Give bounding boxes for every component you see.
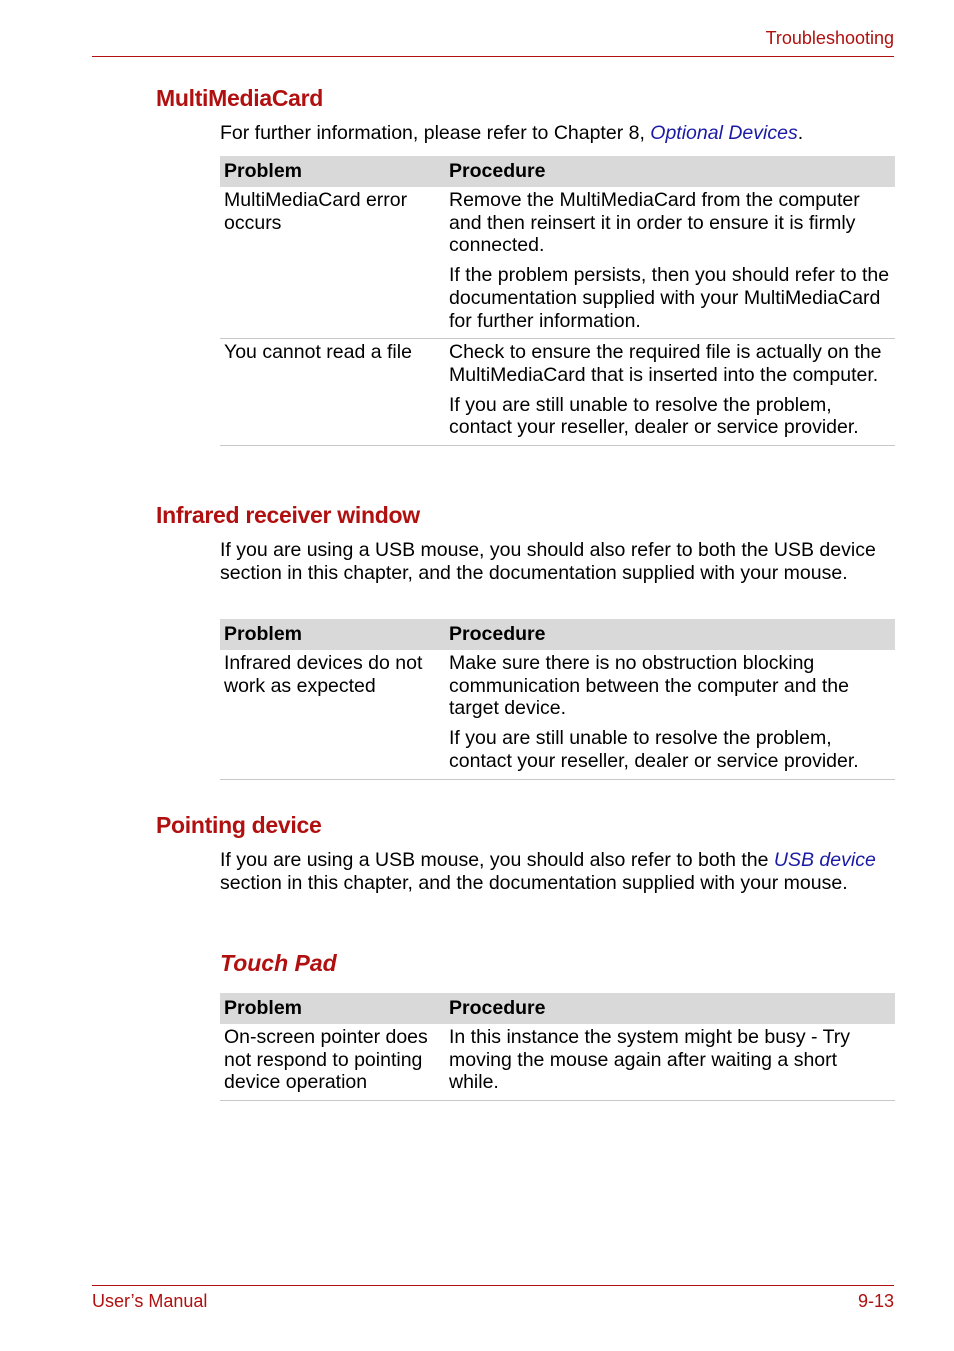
column-header-problem: Problem (220, 619, 445, 650)
procedure-cell (445, 187, 895, 339)
column-header-problem: Problem (220, 993, 445, 1024)
pointing-intro (220, 849, 890, 895)
procedure-cell (445, 339, 895, 446)
column-header-procedure: Procedure (445, 619, 895, 650)
section-title-multimediacard: MultiMediaCard (156, 85, 324, 111)
table-row (220, 1024, 895, 1101)
column-header-procedure: Procedure (445, 156, 895, 187)
table-header-row (220, 156, 895, 187)
procedure-step: In this instance the system might be busy - Try moving the mouse again after waiting a short while. (449, 1026, 850, 1094)
problem-cell: MultiMediaCard error occurs (220, 187, 445, 339)
problem-cell: On-screen pointer does not respond to pointing device operation (220, 1024, 445, 1101)
multimediacard-intro-suffix: . (797, 122, 804, 144)
table-header-row (220, 619, 895, 650)
infrared-intro: If you are using a USB mouse, you should also refer to both the USB device section in this chapter, and the documentation supplied with your mouse. (220, 539, 876, 584)
multimediacard-intro (220, 122, 890, 145)
table-row (220, 187, 895, 339)
procedure-step: If the problem persists, then you should refer to the documentation supplied with your MultiMediaCard for further information. (449, 264, 890, 332)
procedure-cell (445, 650, 895, 779)
problem-cell: You cannot read a file (220, 339, 445, 446)
table-header-row (220, 993, 895, 1024)
procedure-step: Check to ensure the required file is actually on the MultiMediaCard that is inserted into the computer. (449, 341, 882, 386)
column-header-procedure: Procedure (445, 993, 895, 1024)
section-title-pointing-device: Pointing device (156, 812, 322, 838)
procedure-step: Make sure there is no obstruction blocking communication between the computer and the target device. (449, 652, 849, 720)
column-header-problem: Problem (220, 156, 445, 187)
footer-manual-title: User’s Manual (92, 1291, 208, 1311)
pointing-intro-suffix: section in this chapter, and the documentation supplied with your mouse. (220, 872, 848, 894)
procedure-cell (445, 1024, 895, 1101)
procedure-step: If you are still unable to resolve the problem, contact your reseller, dealer or service provider. (449, 393, 859, 439)
table-row (220, 650, 895, 779)
infrared-table (220, 619, 895, 780)
optional-devices-link[interactable]: Optional Devices (650, 122, 798, 144)
multimediacard-table (220, 156, 895, 446)
procedure-step: If you are still unable to resolve the problem, contact your reseller, dealer or service provider. (449, 727, 859, 772)
footer-rule (92, 1285, 894, 1286)
pointing-intro-text: If you are using a USB mouse, you should also refer to both the (220, 849, 774, 871)
running-header-chapter: Troubleshooting (765, 28, 894, 48)
usb-device-link[interactable]: USB device (773, 849, 876, 871)
subsection-title-touch-pad: Touch Pad (220, 950, 337, 976)
header-rule (92, 56, 894, 57)
procedure-step: Remove the MultiMediaCard from the computer and then reinsert it in order to ensure it is firmly connected. (449, 189, 860, 257)
section-title-infrared: Infrared receiver window (156, 502, 420, 528)
table-row (220, 339, 895, 446)
page-number: 9-13 (857, 1291, 894, 1311)
multimediacard-intro-text: For further information, please refer to Chapter 8, (220, 122, 651, 144)
problem-cell: Infrared devices do not work as expected (220, 650, 445, 779)
touchpad-table (220, 993, 895, 1101)
